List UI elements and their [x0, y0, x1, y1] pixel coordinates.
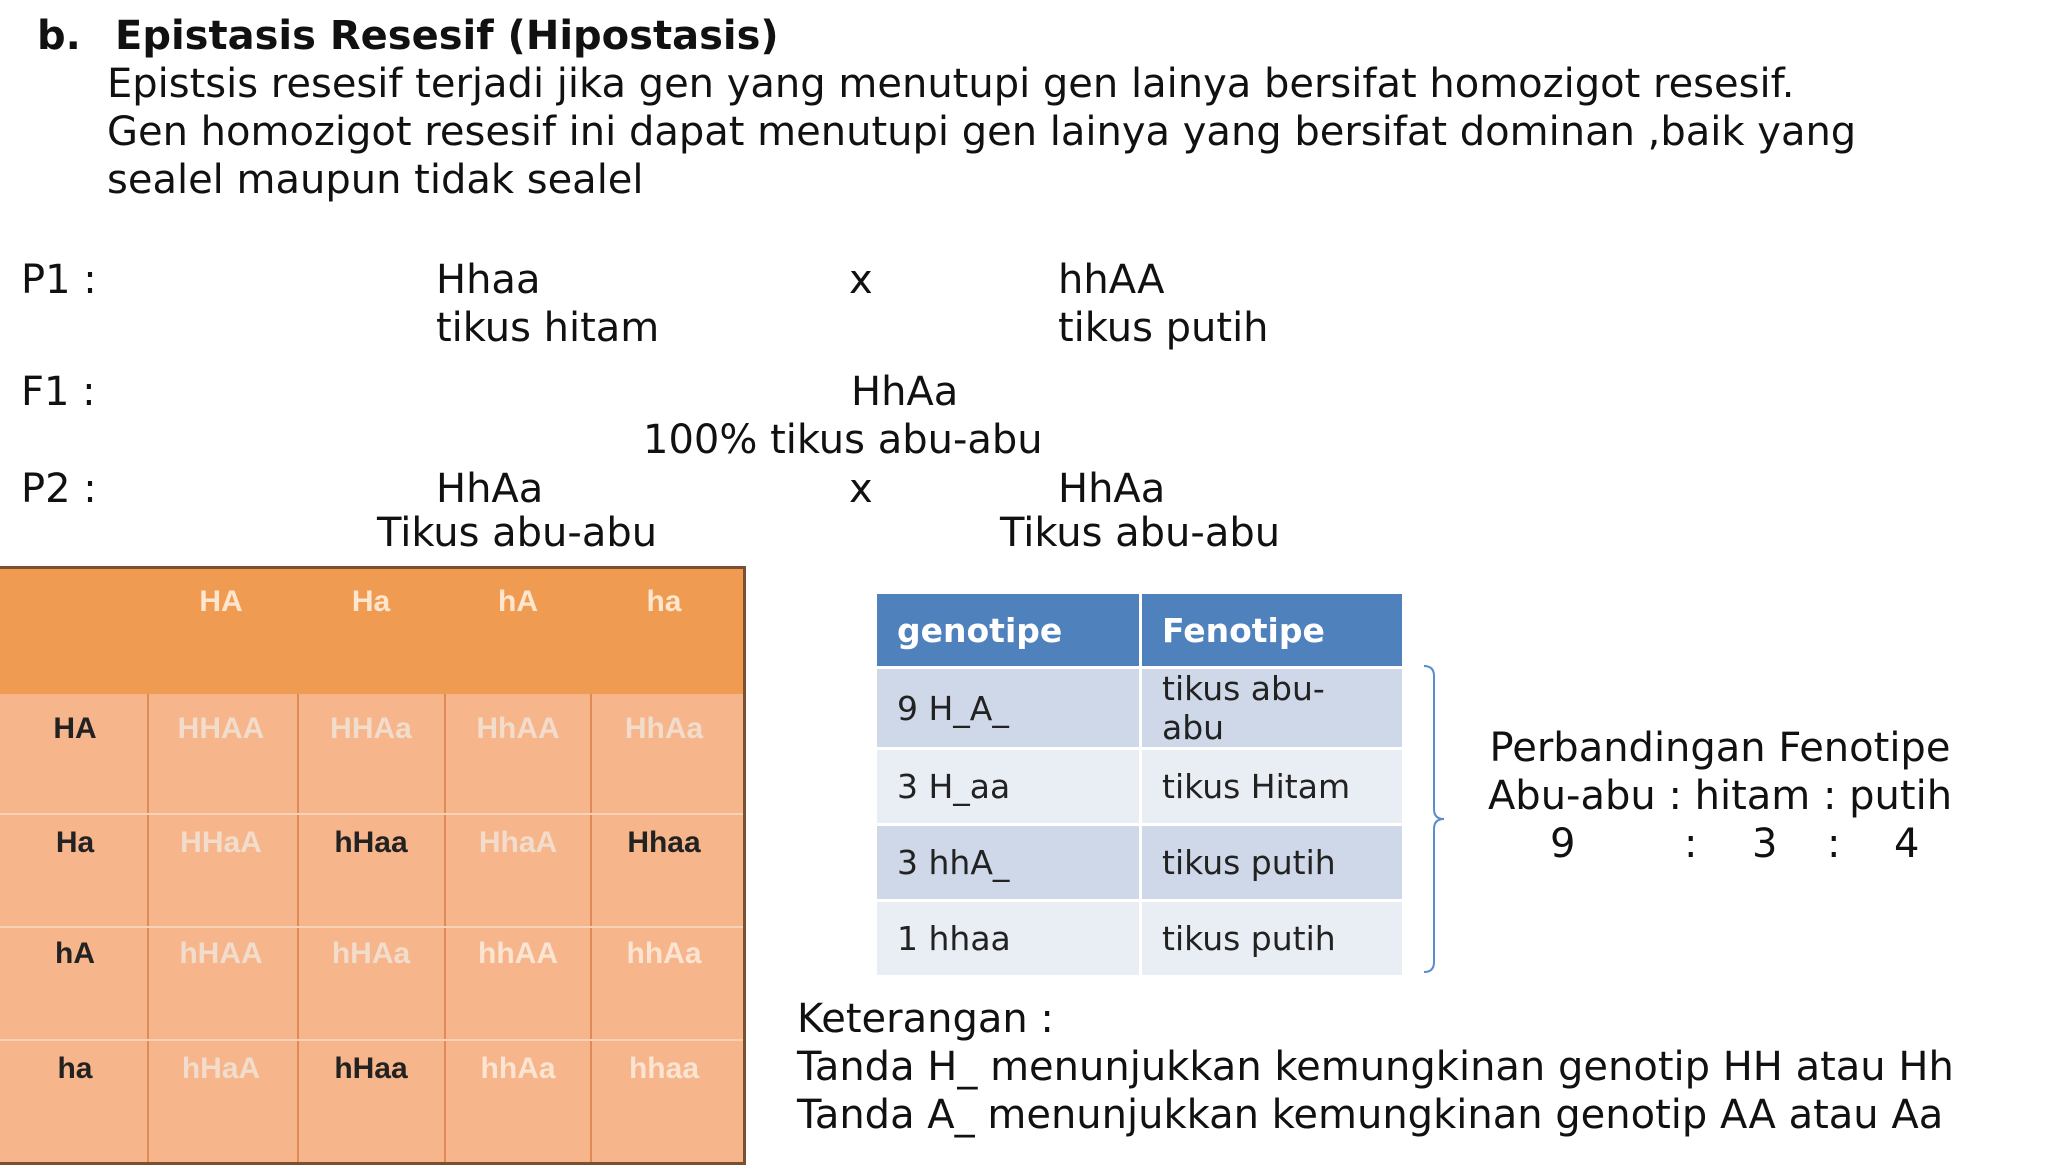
p2-label: P2 : — [21, 466, 97, 512]
punnett-row-head: HA — [53, 712, 97, 745]
table-cell-genotype: 9 H_A_ — [876, 668, 1141, 749]
punnett-col-head: Ha — [351, 585, 391, 618]
p1-right-genotype: hhAA — [1058, 257, 1165, 303]
f1-label: F1 : — [21, 369, 96, 415]
ratio-value-white: 4 — [1894, 821, 1920, 867]
p2-right-genotype: HhAa — [1058, 466, 1166, 512]
table-cell-phenotype: tikus abu-abu — [1141, 668, 1404, 749]
punnett-cell: hHAa — [331, 937, 411, 970]
ratio-separator: : — [1827, 821, 1841, 867]
notes-line-1: Tanda H_ menunjukkan kemungkinan genotip HH atau Hh — [797, 1044, 1954, 1090]
grid-line — [147, 694, 149, 1162]
notes-line-2: Tanda A_ menunjukkan kemungkinan genotip AA atau Aa — [797, 1092, 1944, 1138]
table-cell-phenotype: tikus putih — [1141, 825, 1404, 901]
p2-right-phenotype: Tikus abu-abu — [1000, 510, 1281, 556]
punnett-cell: Hhaa — [627, 826, 701, 859]
punnett-cell: HHAA — [177, 712, 265, 745]
ratio-value-gray: 9 — [1550, 821, 1576, 867]
p1-right-phenotype: tikus putih — [1058, 305, 1269, 351]
table-cell-phenotype: tikus putih — [1141, 901, 1404, 977]
p2-cross-symbol: x — [849, 466, 873, 512]
punnett-row-head: hA — [55, 937, 95, 970]
notes-title: Keterangan : — [797, 996, 1054, 1042]
table-header-fenotipe: Fenotipe — [1141, 594, 1404, 668]
p2-left-genotype: HhAa — [436, 466, 544, 512]
punnett-cell: HHAa — [330, 712, 412, 745]
grid-line — [590, 694, 592, 1162]
grid-line — [444, 694, 446, 1162]
table-row — [876, 749, 1404, 825]
table-row — [876, 825, 1404, 901]
grid-line — [0, 926, 743, 928]
ratio-separator: : — [1684, 821, 1698, 867]
p1-cross-symbol: x — [849, 257, 873, 303]
grid-line — [0, 1039, 743, 1041]
grid-line — [0, 813, 743, 815]
ratio-labels: Abu-abu : hitam : putih — [1487, 773, 1953, 819]
p2-left-phenotype: Tikus abu-abu — [377, 510, 658, 556]
intro-line-3: sealel maupun tidak sealel — [107, 157, 644, 203]
punnett-cell: hhaa — [628, 1052, 700, 1085]
punnett-cell: hhAa — [626, 937, 702, 970]
section-marker: b. — [37, 13, 81, 59]
p1-left-phenotype: tikus hitam — [436, 305, 660, 351]
punnett-square — [0, 566, 746, 1165]
punnett-cell: HhaA — [478, 826, 558, 859]
punnett-cell: hHaa — [334, 826, 408, 859]
table-cell-genotype: 3 hhA_ — [876, 825, 1141, 901]
p1-left-genotype: Hhaa — [436, 257, 541, 303]
punnett-cell: hHAA — [179, 937, 263, 970]
intro-line-1: Epistsis resesif terjadi jika gen yang menutupi gen lainya bersifat homozigot resesif. — [107, 61, 1795, 107]
p1-label: P1 : — [21, 257, 97, 303]
punnett-cell: hHaa — [334, 1052, 408, 1085]
f1-genotype: HhAa — [851, 369, 959, 415]
punnett-row-head: ha — [57, 1052, 93, 1085]
section-title: Epistasis Resesif (Hipostasis) — [115, 13, 779, 59]
punnett-col-head: ha — [646, 585, 682, 618]
punnett-cell: HhAa — [624, 712, 704, 745]
brace-icon — [1420, 664, 1450, 974]
punnett-row-head: Ha — [55, 826, 95, 859]
intro-line-2: Gen homozigot resesif ini dapat menutupi gen lainya yang bersifat dominan ,baik yang — [107, 109, 1857, 155]
table-row — [876, 901, 1404, 977]
table-row — [876, 668, 1404, 749]
table-header-genotipe: genotipe — [876, 594, 1141, 668]
grid-line — [297, 694, 299, 1162]
punnett-cell: hHaA — [181, 1052, 261, 1085]
punnett-cell: HHaA — [180, 826, 262, 859]
punnett-col-head: hA — [498, 585, 538, 618]
ratio-value-black: 3 — [1752, 821, 1778, 867]
punnett-cell: hhAA — [478, 937, 558, 970]
ratio-title: Perbandingan Fenotipe — [1489, 725, 1951, 771]
punnett-col-head: HA — [199, 585, 243, 618]
f1-phenotype: 100% tikus abu-abu — [643, 417, 1043, 463]
punnett-cell: HhAA — [476, 712, 560, 745]
table-cell-genotype: 1 hhaa — [876, 901, 1141, 977]
table-header-row — [876, 594, 1404, 668]
table-cell-genotype: 3 H_aa — [876, 749, 1141, 825]
genotype-table — [874, 594, 1405, 978]
table-cell-phenotype: tikus Hitam — [1141, 749, 1404, 825]
punnett-cell: hhAa — [480, 1052, 556, 1085]
